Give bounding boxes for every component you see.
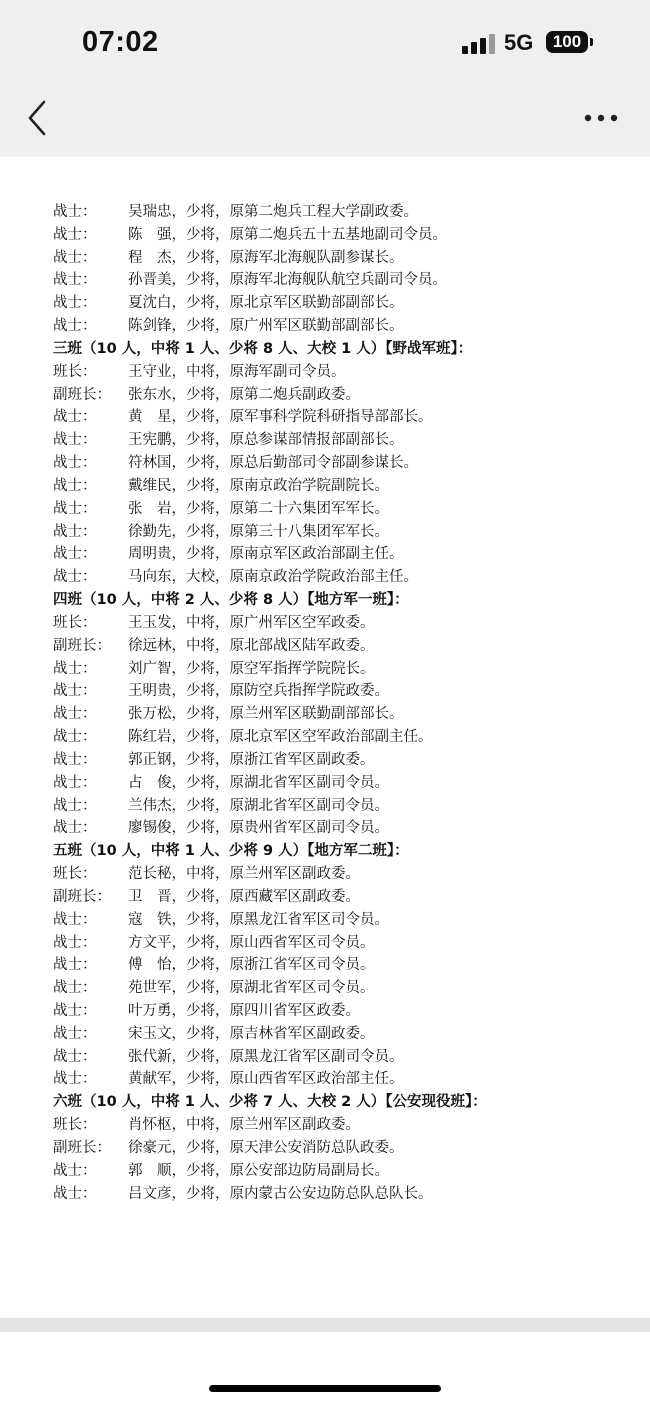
roster-text: 王宪鹏，少将，原总参谋部情报部副部长。 <box>128 432 404 449</box>
chevron-left-icon <box>22 98 54 138</box>
roster-text: 郭正钢，少将，原浙江省军区副政委。 <box>128 751 375 768</box>
roster-text: 兰伟杰，少将，原湖北省军区副司令员。 <box>128 797 389 814</box>
roster-text: 符林国，少将，原总后勤部司令部副参谋长。 <box>128 455 418 472</box>
roster-text: 寇 铁，少将，原黑龙江省军区司令员。 <box>128 911 389 928</box>
status-time: 07:02 <box>82 26 159 58</box>
roster-role: 班长： <box>53 1117 97 1134</box>
bottom-divider <box>0 1318 650 1332</box>
roster-text: 廖锡俊，少将，原贵州省军区副司令员。 <box>128 820 389 837</box>
roster-role: 战士： <box>53 774 97 791</box>
roster-role: 战士： <box>53 683 97 700</box>
squad-heading <box>53 840 633 863</box>
roster-text: 夏沈白，少将，原北京军区联勤部副部长。 <box>128 295 404 312</box>
roster-role: 战士： <box>53 1162 97 1179</box>
squad-heading <box>53 338 633 361</box>
roster-line <box>53 1137 633 1160</box>
squad-heading <box>53 1091 633 1114</box>
roster-role: 战士： <box>53 1048 97 1065</box>
roster-text: 范长秘，中将，原兰州军区副政委。 <box>128 866 360 883</box>
roster-line <box>53 863 633 886</box>
roster-role: 战士： <box>53 569 97 586</box>
roster-line <box>53 475 633 498</box>
roster-line <box>53 658 633 681</box>
roster-line <box>53 315 633 338</box>
roster-line <box>53 977 633 1000</box>
roster-line <box>53 772 633 795</box>
roster-line <box>53 224 633 247</box>
roster-role: 副班长： <box>53 1139 111 1156</box>
roster-text: 马向东，大校，原南京政治学院政治部主任。 <box>128 569 418 586</box>
roster-line <box>53 1114 633 1137</box>
roster-role: 战士： <box>53 980 97 997</box>
roster-text: 张东水，少将，原第二炮兵副政委。 <box>128 386 360 403</box>
roster-line <box>53 361 633 384</box>
roster-text: 陈剑锋，少将，原广州军区联勤部副部长。 <box>128 318 404 335</box>
squad-heading-text: 三班（10 人，中将 1 人、少将 8 人、大校 1 人）【野战军班】： <box>53 340 473 357</box>
roster-text: 张 岩，少将，原第二十六集团军军长。 <box>128 500 389 517</box>
home-indicator[interactable] <box>209 1385 441 1392</box>
roster-line <box>53 1160 633 1183</box>
battery-tip <box>590 38 593 46</box>
roster-text: 徐勤先，少将，原第三十八集团军军长。 <box>128 523 389 540</box>
roster-text: 苑世军，少将，原湖北省军区司令员。 <box>128 980 375 997</box>
roster-line <box>53 612 633 635</box>
roster-line <box>53 749 633 772</box>
roster-role: 战士： <box>53 226 97 243</box>
roster-text: 徐豪元，少将，原天津公安消防总队政委。 <box>128 1139 404 1156</box>
roster-line <box>53 1068 633 1091</box>
roster-line <box>53 452 633 475</box>
roster-role: 战士： <box>53 409 97 426</box>
roster-line <box>53 1046 633 1069</box>
roster-text: 王守业，中将，原海军副司令员。 <box>128 363 346 380</box>
roster-role: 战士： <box>53 249 97 266</box>
roster-text: 程 杰，少将，原海军北海舰队副参谋长。 <box>128 249 404 266</box>
squad-heading-text: 五班（10 人，中将 1 人、少将 9 人）【地方军二班】： <box>53 843 409 860</box>
roster-text: 徐远林，中将，原北部战区陆军政委。 <box>128 637 375 654</box>
roster-line <box>53 680 633 703</box>
more-button[interactable] <box>580 106 622 130</box>
roster-role: 副班长： <box>53 888 111 905</box>
more-dots-icon <box>580 106 622 130</box>
roster-role: 战士： <box>53 546 97 563</box>
roster-text: 孙晋美，少将，原海军北海舰队航空兵副司令员。 <box>128 272 447 289</box>
roster-role: 战士： <box>53 911 97 928</box>
roster-text: 卫 晋，少将，原西藏军区副政委。 <box>128 888 360 905</box>
roster-role: 战士： <box>53 797 97 814</box>
roster-line <box>53 954 633 977</box>
roster-line <box>53 886 633 909</box>
roster-role: 战士： <box>53 1185 97 1202</box>
roster-role: 战士： <box>53 820 97 837</box>
battery-icon <box>546 31 588 53</box>
roster-line <box>53 498 633 521</box>
back-button[interactable] <box>22 98 54 138</box>
roster-text: 黄献军，少将，原山西省军区政治部主任。 <box>128 1071 404 1088</box>
roster-text: 黄 星，少将，原军事科学院科研指导部部长。 <box>128 409 433 426</box>
roster-role: 战士： <box>53 729 97 746</box>
roster-line <box>53 1000 633 1023</box>
squad-heading <box>53 589 633 612</box>
roster-role: 战士： <box>53 751 97 768</box>
roster-line <box>53 726 633 749</box>
roster-text: 王玉发，中将，原广州军区空军政委。 <box>128 614 375 631</box>
roster-text: 王明贵，少将，原防空兵指挥学院政委。 <box>128 683 389 700</box>
roster-line <box>53 1183 633 1206</box>
roster-text: 周明贵，少将，原南京军区政治部副主任。 <box>128 546 404 563</box>
roster-line <box>53 635 633 658</box>
battery-level: 100 <box>552 32 582 51</box>
roster-role: 战士： <box>53 318 97 335</box>
roster-line <box>53 795 633 818</box>
roster-role: 战士： <box>53 523 97 540</box>
roster-role: 战士： <box>53 477 97 494</box>
roster-role: 战士： <box>53 706 97 723</box>
roster-role: 战士： <box>53 1002 97 1019</box>
roster-line <box>53 429 633 452</box>
roster-role: 班长： <box>53 614 97 631</box>
roster-line <box>53 384 633 407</box>
roster-line <box>53 909 633 932</box>
roster-role: 战士： <box>53 660 97 677</box>
roster-role: 战士： <box>53 455 97 472</box>
roster-line <box>53 269 633 292</box>
roster-text: 占 俊，少将，原湖北省军区副司令员。 <box>128 774 389 791</box>
roster-role: 战士： <box>53 957 97 974</box>
roster-role: 战士： <box>53 295 97 312</box>
roster-role: 战士： <box>53 272 97 289</box>
roster-role: 战士： <box>53 432 97 449</box>
roster-role: 战士： <box>53 1025 97 1042</box>
roster-line <box>53 566 633 589</box>
roster-role: 班长： <box>53 866 97 883</box>
roster-role: 班长： <box>53 363 97 380</box>
roster-text: 吕文彦，少将，原内蒙古公安边防总队总队长。 <box>128 1185 433 1202</box>
roster-role: 战士： <box>53 204 97 220</box>
roster-line <box>53 406 633 429</box>
roster-line <box>53 247 633 270</box>
roster-text: 方文平，少将，原山西省军区司令员。 <box>128 934 375 951</box>
roster-line <box>53 703 633 726</box>
roster-text: 陈红岩，少将，原北京军区空军政治部副主任。 <box>128 729 433 746</box>
roster-text: 刘广智，少将，原空军指挥学院院长。 <box>128 660 375 677</box>
roster-line <box>53 201 633 224</box>
roster-role: 战士： <box>53 500 97 517</box>
roster-text: 戴维民，少将，原南京政治学院副院长。 <box>128 477 389 494</box>
document-content <box>53 201 633 1205</box>
squad-heading-text: 六班（10 人，中将 1 人、少将 7 人、大校 2 人）【公安现役班】： <box>53 1094 487 1111</box>
roster-line <box>53 932 633 955</box>
roster-text: 吴瑞忠，少将，原第二炮兵工程大学副政委。 <box>128 204 418 220</box>
cellular-signal-icon <box>462 34 496 54</box>
roster-line <box>53 817 633 840</box>
top-bar <box>0 0 650 157</box>
roster-line <box>53 292 633 315</box>
roster-line <box>53 1023 633 1046</box>
roster-text: 肖怀枢，中将，原兰州军区副政委。 <box>128 1117 360 1134</box>
roster-text: 陈 强，少将，原第二炮兵五十五基地副司令员。 <box>128 226 447 243</box>
roster-role: 副班长： <box>53 637 111 654</box>
roster-text: 郭 顺，少将，原公安部边防局副局长。 <box>128 1162 389 1179</box>
roster-role: 战士： <box>53 934 97 951</box>
squad-heading-text: 四班（10 人，中将 2 人、少将 8 人）【地方军一班】： <box>53 592 409 609</box>
roster-text: 叶万勇，少将，原四川省军区政委。 <box>128 1002 360 1019</box>
roster-role: 战士： <box>53 1071 97 1088</box>
roster-text: 张代新，少将，原黑龙江省军区副司令员。 <box>128 1048 404 1065</box>
roster-text: 宋玉文，少将，原吉林省军区副政委。 <box>128 1025 375 1042</box>
network-type: 5G <box>504 30 534 55</box>
roster-line <box>53 543 633 566</box>
roster-text: 张万松，少将，原兰州军区联勤副部部长。 <box>128 706 404 723</box>
roster-text: 傅 怡，少将，原浙江省军区司令员。 <box>128 957 375 974</box>
roster-role: 副班长： <box>53 386 111 403</box>
roster-line <box>53 521 633 544</box>
